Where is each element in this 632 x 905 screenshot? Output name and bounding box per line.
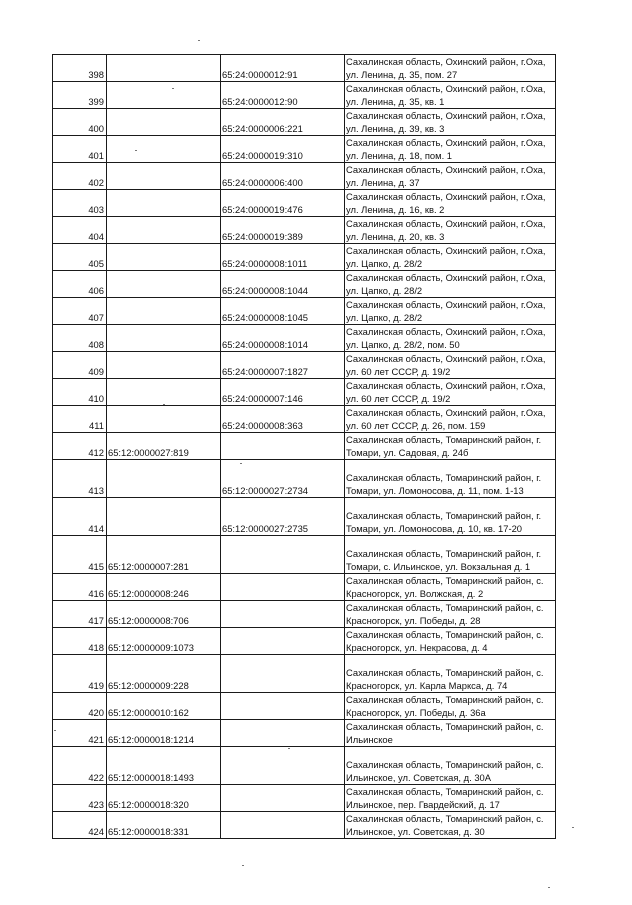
scan-speck bbox=[135, 150, 137, 151]
row-number: 422 bbox=[53, 747, 107, 785]
address-cell bbox=[345, 271, 556, 298]
cadastral-number-object: 65:24:0000019:476 bbox=[221, 190, 345, 217]
address-line: Красногорск, ул. Победы, д. 36а bbox=[346, 707, 486, 718]
address-line: Сахалинская область, Томаринский район, с. bbox=[346, 602, 544, 613]
address-cell bbox=[345, 812, 556, 839]
address-cell bbox=[345, 136, 556, 163]
address-line: Ильинское bbox=[346, 734, 393, 745]
table-row bbox=[53, 190, 556, 217]
table-row bbox=[53, 244, 556, 271]
cadastral-number-land bbox=[107, 460, 221, 498]
address-line: ул. Цапко, д. 28/2 bbox=[346, 285, 423, 296]
address-line: Сахалинская область, Томаринский район, г. bbox=[346, 472, 542, 483]
table-row bbox=[53, 298, 556, 325]
address-line: Сахалинская область, Охинский район, г.Оха, bbox=[346, 137, 546, 148]
address-cell bbox=[345, 433, 556, 460]
cadastral-number-land: 65:12:0000018:320 bbox=[107, 785, 221, 812]
address-line: ул. Ленина, д. 18, пом. 1 bbox=[346, 150, 453, 161]
row-number: 417 bbox=[53, 601, 107, 628]
row-number: 406 bbox=[53, 271, 107, 298]
table-row bbox=[53, 82, 556, 109]
cadastral-number-object: 65:24:0000019:389 bbox=[221, 217, 345, 244]
address-line: ул. Цапко, д. 28/2, пом. 50 bbox=[346, 339, 460, 350]
row-number: 415 bbox=[53, 536, 107, 574]
address-line: Красногорск, ул. Волжская, д. 2 bbox=[346, 588, 484, 599]
address-line: Сахалинская область, Томаринский район, с. bbox=[346, 629, 544, 640]
row-number: 403 bbox=[53, 190, 107, 217]
row-number: 407 bbox=[53, 298, 107, 325]
address-line: Сахалинская область, Томаринский район, с. bbox=[346, 575, 544, 586]
table-row bbox=[53, 379, 556, 406]
table-row bbox=[53, 406, 556, 433]
row-number: 411 bbox=[53, 406, 107, 433]
cadastral-number-object: 65:24:0000006:400 bbox=[221, 163, 345, 190]
table-row bbox=[53, 785, 556, 812]
address-line: Сахалинская область, Охинский район, г.Оха, bbox=[346, 191, 546, 202]
address-line: Сахалинская область, Томаринский район, с. bbox=[346, 786, 544, 797]
row-number: 400 bbox=[53, 109, 107, 136]
address-line: ул. Ленина, д. 16, кв. 2 bbox=[346, 204, 445, 215]
row-number: 410 bbox=[53, 379, 107, 406]
table-row bbox=[53, 460, 556, 498]
table-row bbox=[53, 352, 556, 379]
table-row bbox=[53, 574, 556, 601]
cadastral-number-land bbox=[107, 271, 221, 298]
row-number: 402 bbox=[53, 163, 107, 190]
address-line: Томари, с. Ильинское, ул. Вокзальная д. 1 bbox=[346, 561, 531, 572]
table-row bbox=[53, 601, 556, 628]
address-line: Сахалинская область, Охинский район, г.Оха, bbox=[346, 83, 546, 94]
cadastral-number-land: 65:12:0000027:819 bbox=[107, 433, 221, 460]
scan-speck bbox=[54, 730, 56, 731]
address-line: ул. Цапко, д. 28/2 bbox=[346, 258, 423, 269]
cadastral-number-land bbox=[107, 244, 221, 271]
address-line: Сахалинская область, Томаринский район, г. bbox=[346, 434, 542, 445]
address-cell bbox=[345, 536, 556, 574]
row-number: 412 bbox=[53, 433, 107, 460]
cadastral-number-land bbox=[107, 136, 221, 163]
cadastral-number-object: 65:24:0000019:310 bbox=[221, 136, 345, 163]
address-line: Ильинское, пер. Гвардейский, д. 17 bbox=[346, 799, 500, 810]
cadastral-number-land bbox=[107, 55, 221, 82]
address-line: ул. Ленина, д. 35, кв. 1 bbox=[346, 96, 445, 107]
cadastral-number-land: 65:12:0000009:228 bbox=[107, 655, 221, 693]
table-row bbox=[53, 433, 556, 460]
address-line: Сахалинская область, Охинский район, г.Оха, bbox=[346, 245, 546, 256]
address-line: Сахалинская область, Томаринский район, с. bbox=[346, 694, 544, 705]
table-row bbox=[53, 747, 556, 785]
cadastral-number-land: 65:12:0000008:706 bbox=[107, 601, 221, 628]
row-number: 409 bbox=[53, 352, 107, 379]
address-line: Красногорск, ул. Карла Маркса, д. 74 bbox=[346, 680, 508, 691]
address-line: Сахалинская область, Охинский район, г.Оха, bbox=[346, 56, 546, 67]
address-cell bbox=[345, 190, 556, 217]
address-cell bbox=[345, 628, 556, 655]
address-cell bbox=[345, 406, 556, 433]
address-line: Сахалинская область, Охинский район, г.Оха, bbox=[346, 380, 546, 391]
address-line: Красногорск, ул. Победы, д. 28 bbox=[346, 615, 481, 626]
scan-speck bbox=[572, 827, 574, 828]
cadastral-number-land bbox=[107, 325, 221, 352]
table-row bbox=[53, 55, 556, 82]
address-cell bbox=[345, 601, 556, 628]
cadastral-number-object: 65:24:0000008:1044 bbox=[221, 271, 345, 298]
table-row bbox=[53, 720, 556, 747]
cadastral-number-object: 65:24:0000007:146 bbox=[221, 379, 345, 406]
cadastral-number-land bbox=[107, 190, 221, 217]
address-cell bbox=[345, 109, 556, 136]
address-line: Сахалинская область, Томаринский район, г. bbox=[346, 548, 542, 559]
address-line: Ильинское, ул. Советская, д. 30А bbox=[346, 772, 492, 783]
row-number: 420 bbox=[53, 693, 107, 720]
cadastral-number-object: 65:24:0000008:1011 bbox=[221, 244, 345, 271]
address-cell bbox=[345, 82, 556, 109]
scan-speck bbox=[240, 463, 242, 464]
address-line: ул. Ленина, д. 39, кв. 3 bbox=[346, 123, 445, 134]
table-row bbox=[53, 217, 556, 244]
address-line: ул. Ленина, д. 35, пом. 27 bbox=[346, 69, 458, 80]
cadastral-number-land: 65:12:0000007:281 bbox=[107, 536, 221, 574]
table-row bbox=[53, 628, 556, 655]
cadastral-number-land bbox=[107, 406, 221, 433]
address-cell bbox=[345, 217, 556, 244]
address-cell bbox=[345, 747, 556, 785]
row-number: 419 bbox=[53, 655, 107, 693]
address-line: Сахалинская область, Томаринский район, с. bbox=[346, 759, 544, 770]
property-table bbox=[52, 54, 556, 839]
table-row bbox=[53, 498, 556, 536]
address-line: ул. 60 лет СССР, д. 19/2 bbox=[346, 366, 451, 377]
cadastral-number-object: 65:24:0000012:91 bbox=[221, 55, 345, 82]
address-line: Сахалинская область, Томаринский район, с. bbox=[346, 667, 544, 678]
cadastral-number-object: 65:24:0000008:363 bbox=[221, 406, 345, 433]
cadastral-number-land: 65:12:0000009:1073 bbox=[107, 628, 221, 655]
cadastral-number-land bbox=[107, 163, 221, 190]
address-cell bbox=[345, 163, 556, 190]
cadastral-number-object bbox=[221, 785, 345, 812]
cadastral-number-land bbox=[107, 498, 221, 536]
cadastral-number-object bbox=[221, 812, 345, 839]
cadastral-number-object: 65:24:0000008:1045 bbox=[221, 298, 345, 325]
address-line: Сахалинская область, Охинский район, г.Оха, bbox=[346, 272, 546, 283]
cadastral-number-object bbox=[221, 655, 345, 693]
table-row bbox=[53, 136, 556, 163]
address-cell bbox=[345, 379, 556, 406]
address-line: Сахалинская область, Охинский район, г.Оха, bbox=[346, 326, 546, 337]
cadastral-number-object bbox=[221, 574, 345, 601]
address-line: ул. 60 лет СССР, д. 26, пом. 159 bbox=[346, 420, 486, 431]
property-table-body bbox=[53, 55, 556, 839]
address-cell bbox=[345, 244, 556, 271]
cadastral-number-land bbox=[107, 379, 221, 406]
scan-speck bbox=[242, 865, 244, 866]
table-row bbox=[53, 163, 556, 190]
cadastral-number-object: 65:24:0000007:1827 bbox=[221, 352, 345, 379]
address-line: ул. Цапко, д. 28/2 bbox=[346, 312, 423, 323]
row-number: 408 bbox=[53, 325, 107, 352]
address-cell bbox=[345, 325, 556, 352]
address-line: Ильинское, ул. Советская, д. 30 bbox=[346, 826, 485, 837]
address-cell bbox=[345, 720, 556, 747]
cadastral-number-land bbox=[107, 109, 221, 136]
row-number: 404 bbox=[53, 217, 107, 244]
address-cell bbox=[345, 352, 556, 379]
row-number: 424 bbox=[53, 812, 107, 839]
cadastral-number-object: 65:24:0000006:221 bbox=[221, 109, 345, 136]
cadastral-number-object bbox=[221, 747, 345, 785]
address-line: Томари, ул. Ломоносова, д. 11, пом. 1-13 bbox=[346, 485, 524, 496]
table-row bbox=[53, 271, 556, 298]
scan-speck bbox=[163, 404, 165, 405]
cadastral-number-land: 65:12:0000018:1214 bbox=[107, 720, 221, 747]
address-line: Сахалинская область, Охинский район, г.Оха, bbox=[346, 110, 546, 121]
address-line: ул. Ленина, д. 20, кв. 3 bbox=[346, 231, 445, 242]
cadastral-number-object: 65:12:0000027:2735 bbox=[221, 498, 345, 536]
address-line: Сахалинская область, Томаринский район, с. bbox=[346, 721, 544, 732]
cadastral-number-land bbox=[107, 352, 221, 379]
cadastral-number-object bbox=[221, 720, 345, 747]
address-cell bbox=[345, 498, 556, 536]
address-cell bbox=[345, 785, 556, 812]
address-cell bbox=[345, 693, 556, 720]
cadastral-number-object bbox=[221, 601, 345, 628]
row-number: 418 bbox=[53, 628, 107, 655]
cadastral-number-object bbox=[221, 628, 345, 655]
cadastral-number-object: 65:24:0000012:90 bbox=[221, 82, 345, 109]
row-number: 423 bbox=[53, 785, 107, 812]
cadastral-number-object bbox=[221, 536, 345, 574]
cadastral-number-object: 65:12:0000027:2734 bbox=[221, 460, 345, 498]
table-row bbox=[53, 325, 556, 352]
row-number: 399 bbox=[53, 82, 107, 109]
row-number: 421 bbox=[53, 720, 107, 747]
cadastral-number-object bbox=[221, 693, 345, 720]
cadastral-number-land: 65:12:0000018:1493 bbox=[107, 747, 221, 785]
table-row bbox=[53, 812, 556, 839]
address-cell bbox=[345, 655, 556, 693]
address-line: ул. 60 лет СССР, д. 19/2 bbox=[346, 393, 451, 404]
row-number: 416 bbox=[53, 574, 107, 601]
cadastral-number-land: 65:12:0000008:246 bbox=[107, 574, 221, 601]
address-line: Сахалинская область, Охинский район, г.Оха, bbox=[346, 407, 546, 418]
address-line: Томари, ул. Садовая, д. 24б bbox=[346, 447, 469, 458]
address-line: Сахалинская область, Охинский район, г.Оха, bbox=[346, 218, 546, 229]
table-row bbox=[53, 536, 556, 574]
address-line: Сахалинская область, Томаринский район, г. bbox=[346, 510, 542, 521]
address-cell bbox=[345, 574, 556, 601]
address-cell bbox=[345, 298, 556, 325]
cadastral-number-object bbox=[221, 433, 345, 460]
address-line: ул. Ленина, д. 37 bbox=[346, 177, 420, 188]
address-cell bbox=[345, 55, 556, 82]
cadastral-number-land bbox=[107, 298, 221, 325]
address-line: Сахалинская область, Охинский район, г.Оха, bbox=[346, 353, 546, 364]
address-line: Сахалинская область, Охинский район, г.Оха, bbox=[346, 164, 546, 175]
cadastral-number-land bbox=[107, 217, 221, 244]
row-number: 413 bbox=[53, 460, 107, 498]
cadastral-number-land: 65:12:0000018:331 bbox=[107, 812, 221, 839]
row-number: 414 bbox=[53, 498, 107, 536]
cadastral-number-land: 65:12:0000010:162 bbox=[107, 693, 221, 720]
scan-speck bbox=[172, 88, 174, 89]
table-row bbox=[53, 655, 556, 693]
address-line: Сахалинская область, Охинский район, г.Оха, bbox=[346, 299, 546, 310]
address-line: Сахалинская область, Томаринский район, с. bbox=[346, 813, 544, 824]
table-row bbox=[53, 693, 556, 720]
address-cell bbox=[345, 460, 556, 498]
cadastral-number-land bbox=[107, 82, 221, 109]
scan-speck bbox=[288, 748, 290, 749]
table-row bbox=[53, 109, 556, 136]
row-number: 405 bbox=[53, 244, 107, 271]
scan-speck bbox=[548, 887, 550, 888]
address-line: Красногорск, ул. Некрасова, д. 4 bbox=[346, 642, 488, 653]
scan-speck bbox=[198, 40, 200, 41]
row-number: 401 bbox=[53, 136, 107, 163]
row-number: 398 bbox=[53, 55, 107, 82]
cadastral-number-object: 65:24:0000008:1014 bbox=[221, 325, 345, 352]
address-line: Томари, ул. Ломоносова, д. 10, кв. 17-20 bbox=[346, 523, 522, 534]
